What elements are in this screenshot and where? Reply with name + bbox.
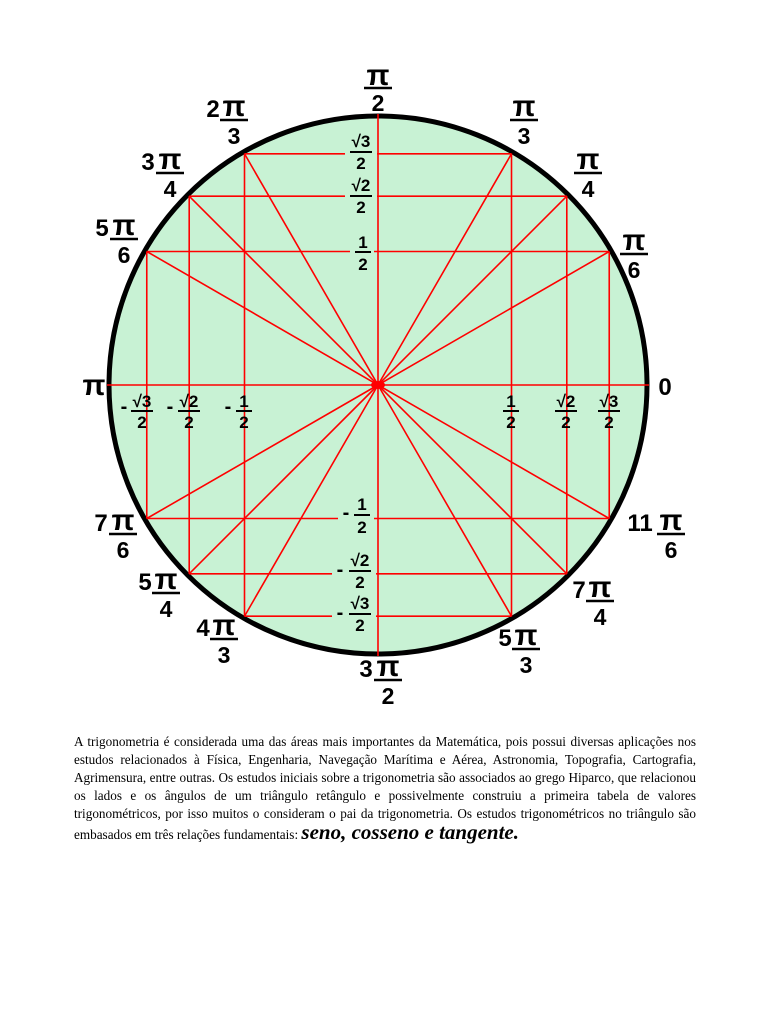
label-3pi-over-2-den: 2 [381,683,395,709]
label-7pi-over-4-num: π [588,571,612,604]
label-5pi-over-4-coef: 5 [138,569,152,596]
value-neg-half-y [338,494,374,538]
label-3pi-over-4-den: 4 [163,176,177,202]
label-2pi-over-3 [206,90,248,149]
label-3pi-over-2 [359,650,402,709]
label-2pi-over-3-den: 3 [227,123,241,149]
label-2pi-over-3-coef: 2 [206,96,220,123]
label-4pi-over-3-num: π [212,609,236,642]
label-pi-over-2 [364,59,392,116]
value-sqrt2-y-den: 2 [356,198,366,217]
label-11pi-over-6-den: 6 [664,537,678,563]
value-sqrt2-over-2-y [345,176,377,218]
value-sqrt2-x-den: 2 [561,413,571,432]
label-7pi-over-6-den: 6 [116,537,130,563]
value-neg-sqrt2-den: 2 [184,413,194,432]
label-4pi-over-3-coef: 4 [196,615,210,642]
value-sqrt3-x-num: √3 [599,392,619,411]
label-5pi-over-4-num: π [154,563,178,596]
value-sqrt3-over-2-y [345,132,377,173]
label-5pi-over-3-num: π [514,619,538,652]
description-paragraph [74,733,696,844]
label-5pi-over-4 [138,563,180,622]
value-neg-half-x-den: 2 [239,413,249,432]
label-5pi-over-6 [95,209,138,268]
label-7pi-over-6-coef: 7 [94,510,108,537]
value-neg-half-y-num: 1 [357,495,367,514]
label-pi-over-3 [510,90,538,149]
label-11pi-over-6-num: π [659,504,683,537]
label-7pi-over-6 [94,504,137,563]
label-pi-over-2-num: π [366,59,390,92]
label-4pi-over-3-den: 3 [217,642,231,668]
label-pi-over-2-den: 2 [371,90,385,116]
label-7pi-over-4 [572,571,614,630]
minus-sign: - [342,502,350,524]
value-sqrt3-x-den: 2 [604,413,614,432]
value-half-y [350,232,374,276]
value-neg-half-x-num: 1 [239,392,249,411]
label-4pi-over-3 [196,609,238,668]
value-half-x-num: 1 [506,392,516,411]
label-zero: 0 [658,374,672,401]
minus-sign: - [120,396,128,418]
minus-sign: - [336,602,344,624]
label-5pi-over-6-coef: 5 [95,215,109,242]
value-neg-sqrt3-y-den: 2 [355,616,365,635]
label-7pi-over-4-coef: 7 [572,577,586,604]
label-7pi-over-6-num: π [111,504,135,537]
minus-sign: - [166,396,174,418]
value-neg-sqrt3-over-2-y [332,594,376,636]
label-pi-over-4 [574,143,602,202]
value-sqrt2-x-num: √2 [556,392,576,411]
value-neg-sqrt3-y-num: √3 [350,594,370,613]
value-neg-sqrt2-num: √2 [179,392,199,411]
label-5pi-over-6-num: π [112,209,136,242]
label-5pi-over-3 [498,619,540,678]
value-half-y-den: 2 [358,255,368,274]
origin-dot [371,381,385,389]
value-neg-half-y-den: 2 [357,518,367,537]
label-3pi-over-4 [141,143,184,202]
value-neg-sqrt2-over-2-y [332,550,376,592]
label-11pi-over-6-coef: 11 [627,510,653,537]
label-pi-over-4-den: 4 [581,176,595,202]
minus-sign: - [336,559,344,581]
label-2pi-over-3-num: π [222,90,246,123]
label-3pi-over-2-num: π [376,650,400,683]
label-pi-over-3-num: π [512,90,536,123]
description-emphasis: seno, cosseno e tangente. [301,820,519,844]
description-text: A trigonometria é considerada uma das áreas mais importantes da Matemática, pois possui diversas aplicações nos estudos relacionados à Física, Engenharia, Navegação Marítima e Aérea, Astronomia, Topografia, Cartografia, Agrimensura, entre outras. Os estudos iniciais sobre a trigonometria são associados ao grego Hiparco, que relacionou os lados e os ângulos de um triângulo retângulo e possivelmente construiu a primeira tabela de valores trigonométricos, por isso muitos o consideram o pai da trigonometria. Os estudos trigonométricos no triângulo são embasados em três relações fundamentais: [74,734,696,842]
label-5pi-over-6-den: 6 [117,242,131,268]
value-neg-sqrt2-y-num: √2 [350,551,370,570]
value-sqrt3-y-den: 2 [356,154,366,173]
label-11pi-over-6 [627,504,685,563]
label-pi-over-6-num: π [622,224,646,257]
value-half-y-num: 1 [358,233,368,252]
value-neg-sqrt2-y-den: 2 [355,573,365,592]
value-neg-sqrt3-num: √3 [132,392,152,411]
label-pi-over-3-den: 3 [517,123,531,149]
label-pi-over-6-den: 6 [627,257,641,283]
label-3pi-over-4-num: π [158,143,182,176]
value-half-x-den: 2 [506,413,516,432]
value-sqrt2-y-num: √2 [351,176,371,195]
value-neg-sqrt3-den: 2 [137,413,147,432]
label-5pi-over-4-den: 4 [159,596,173,622]
value-sqrt3-y-num: √3 [351,132,371,151]
label-5pi-over-3-coef: 5 [498,625,512,652]
label-pi-over-4-num: π [576,143,600,176]
label-3pi-over-4-coef: 3 [141,149,155,176]
label-5pi-over-3-den: 3 [519,652,533,678]
label-pi: π [82,369,106,402]
label-7pi-over-4-den: 4 [593,604,607,630]
label-3pi-over-2-coef: 3 [359,656,373,683]
minus-sign: - [224,396,232,418]
